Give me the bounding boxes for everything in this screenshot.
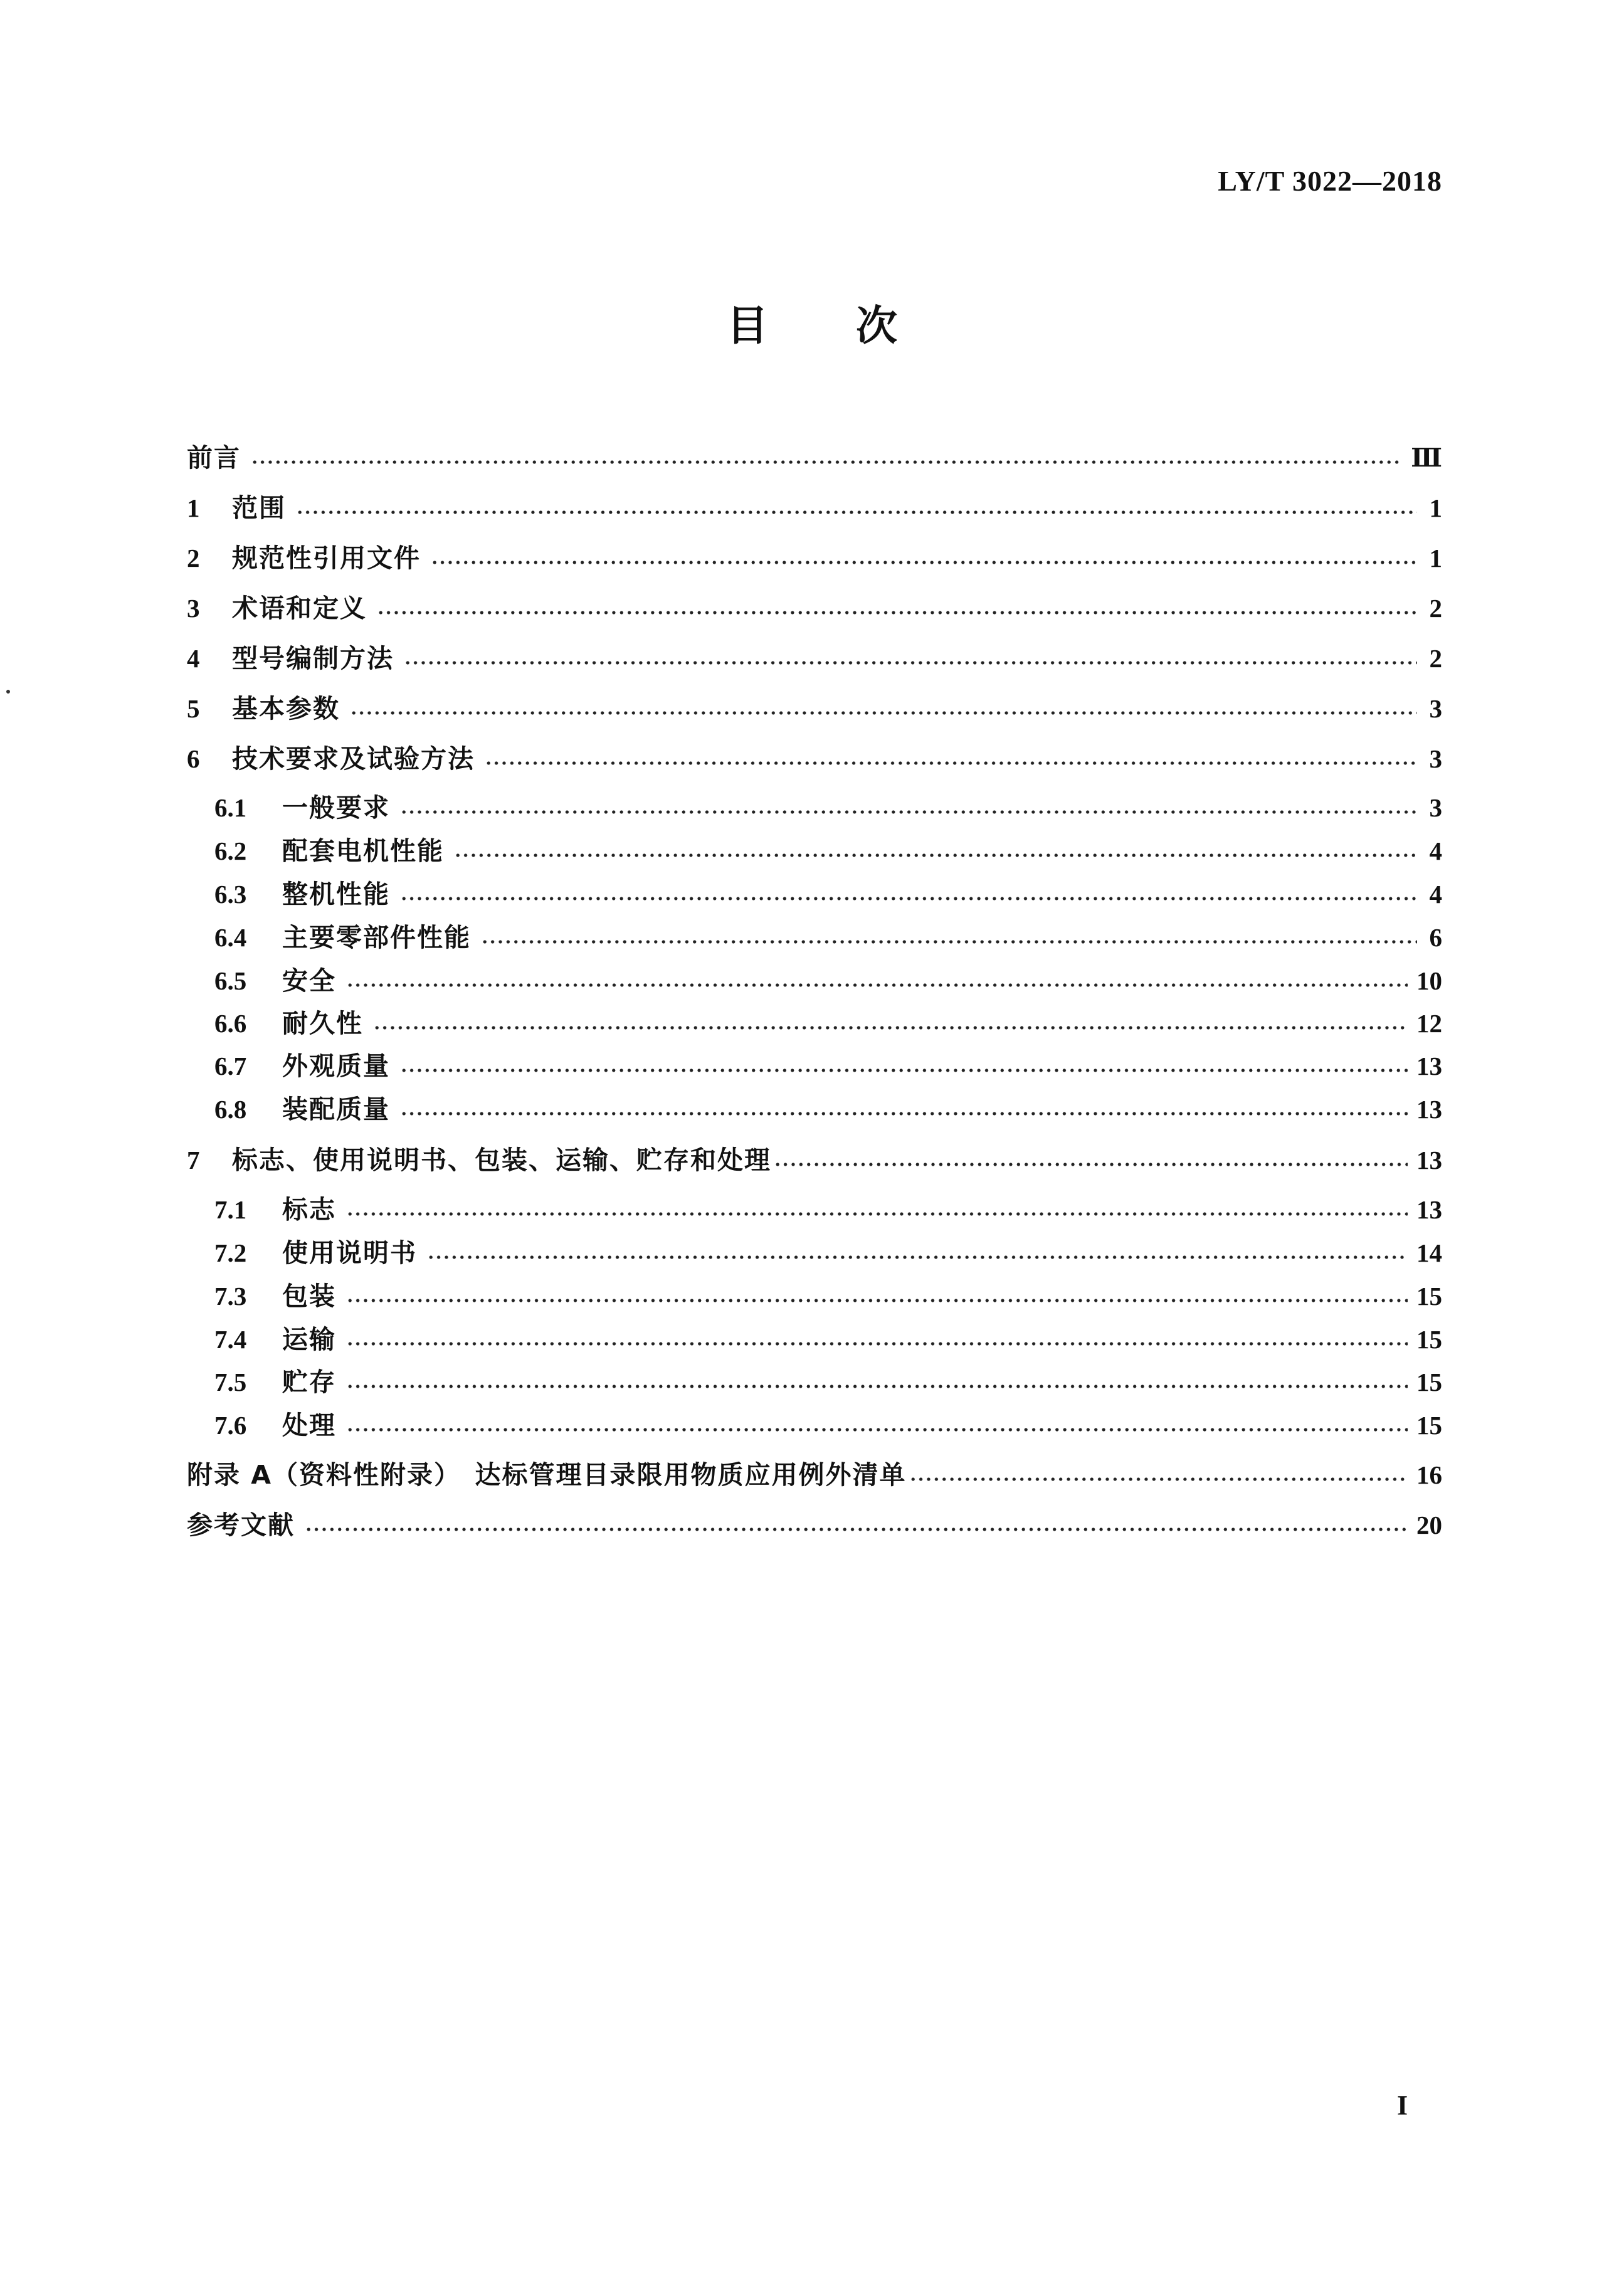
toc-number: 7.1	[214, 1195, 247, 1224]
toc-number: 7.3	[214, 1282, 247, 1311]
toc-number: 2	[187, 544, 200, 573]
toc-label: 术语和定义	[232, 593, 367, 623]
dot-leader	[346, 1428, 1408, 1432]
toc-entry-7[interactable]	[187, 1141, 1442, 1179]
toc-entry-6-2[interactable]	[214, 832, 1442, 870]
toc-label: 安全	[282, 966, 336, 996]
toc-number: 5	[187, 694, 200, 723]
toc-number: 7.6	[214, 1411, 247, 1440]
toc-page: 15	[1416, 1368, 1442, 1396]
toc-label: 参考文献	[187, 1510, 295, 1540]
toc-page: 1	[1429, 544, 1442, 573]
toc-page: 4	[1429, 880, 1442, 909]
toc-label: 基本参数	[232, 694, 340, 724]
toc-entry-references[interactable]	[187, 1506, 1442, 1544]
toc-entry-6-1[interactable]	[214, 789, 1442, 826]
toc-label: 规范性引用文件	[232, 543, 421, 573]
dot-leader	[774, 1163, 1408, 1166]
toc-entry-6-6[interactable]	[214, 1005, 1442, 1042]
dot-leader	[404, 661, 1417, 665]
toc-entry-7-6[interactable]	[214, 1407, 1442, 1444]
toc-page: 20	[1416, 1511, 1442, 1539]
toc-label: 主要零部件性能	[282, 922, 471, 953]
toc-label: 一般要求	[282, 793, 390, 823]
toc-number: 6.4	[214, 923, 247, 952]
toc-label: 耐久性	[282, 1008, 363, 1038]
title-char-2: 次	[856, 302, 897, 350]
dot-leader	[909, 1477, 1408, 1481]
toc-number: 7	[187, 1146, 200, 1174]
dot-leader	[481, 940, 1417, 944]
dot-leader	[377, 611, 1417, 615]
dot-leader	[346, 1299, 1408, 1302]
toc-page: 15	[1416, 1325, 1442, 1354]
standard-code: LY/T 3022—2018	[1218, 165, 1442, 197]
title-char-1: 目	[727, 302, 768, 350]
toc-number: 6.2	[214, 837, 247, 865]
toc-entry-foreword[interactable]	[187, 439, 1442, 477]
toc-label: 范围	[232, 493, 286, 523]
toc-label: 技术要求及试验方法	[232, 744, 475, 774]
toc-label: 配套电机性能	[282, 836, 444, 866]
toc-label: 标志、使用说明书、包装、运输、贮存和处理	[232, 1145, 771, 1175]
toc-entry-5[interactable]	[187, 690, 1442, 727]
dot-leader	[400, 1069, 1408, 1072]
toc-number: 6.8	[214, 1095, 247, 1124]
toc-entry-4[interactable]	[187, 640, 1442, 677]
toc-label: 标志	[282, 1195, 336, 1225]
toc-number: 6.6	[214, 1009, 247, 1038]
toc-entry-7-1[interactable]	[214, 1191, 1442, 1228]
dot-leader	[305, 1528, 1408, 1531]
toc-label: 运输	[282, 1324, 336, 1354]
toc-label: 使用说明书	[282, 1238, 417, 1268]
toc-entry-6-8[interactable]	[214, 1090, 1442, 1128]
toc-label: 处理	[282, 1410, 336, 1440]
toc-label: 贮存	[282, 1367, 336, 1397]
toc-page: 3	[1429, 694, 1442, 723]
toc-page: 16	[1416, 1460, 1442, 1489]
toc-number: 6	[187, 744, 200, 773]
toc-number: 4	[187, 644, 200, 673]
toc-page: 13	[1416, 1146, 1442, 1174]
toc-number: 7.2	[214, 1238, 247, 1267]
toc-number: 6.1	[214, 793, 247, 822]
toc-entry-6-4[interactable]	[214, 919, 1442, 956]
toc-page: 13	[1416, 1052, 1442, 1080]
toc-page: 10	[1416, 966, 1442, 995]
dot-leader	[400, 1112, 1408, 1116]
toc-entry-7-5[interactable]	[214, 1363, 1442, 1401]
toc-number: 3	[187, 594, 200, 623]
toc-number: 7.4	[214, 1325, 247, 1354]
toc-label: 型号编制方法	[232, 643, 394, 673]
page-number: I	[1397, 2090, 1408, 2121]
dot-leader	[400, 810, 1417, 814]
dot-leader	[296, 510, 1417, 514]
toc-page: 14	[1416, 1238, 1442, 1267]
toc-label: 附录 A（资料性附录） 达标管理目录限用物质应用例外清单	[187, 1460, 907, 1490]
toc-entry-7-3[interactable]	[214, 1277, 1442, 1315]
page-title	[0, 301, 1624, 351]
toc-entry-6-5[interactable]	[214, 962, 1442, 1000]
toc-number: 6.3	[214, 880, 247, 909]
toc-entry-annex-a[interactable]	[187, 1456, 1442, 1494]
toc-page: Ⅲ	[1411, 443, 1442, 472]
dot-leader	[427, 1255, 1408, 1259]
dot-leader	[346, 983, 1408, 987]
toc-entry-6-7[interactable]	[214, 1047, 1442, 1085]
dot-leader	[400, 897, 1417, 900]
toc-page: 13	[1416, 1195, 1442, 1224]
toc-entry-3[interactable]	[187, 589, 1442, 627]
toc-entry-7-2[interactable]	[214, 1234, 1442, 1272]
toc-label: 整机性能	[282, 879, 390, 909]
toc-entry-2[interactable]	[187, 539, 1442, 577]
dot-leader	[373, 1026, 1408, 1030]
toc-page: 3	[1429, 744, 1442, 773]
toc-label: 外观质量	[282, 1051, 390, 1081]
toc-number: 6.5	[214, 966, 247, 995]
toc-page: 2	[1429, 594, 1442, 623]
toc-page: 15	[1416, 1411, 1442, 1440]
dot-leader	[485, 761, 1417, 765]
toc-page: 13	[1416, 1095, 1442, 1124]
toc-entry-6-3[interactable]	[214, 875, 1442, 913]
dot-leader	[431, 561, 1417, 564]
dot-leader	[346, 1212, 1408, 1216]
toc-label: 包装	[282, 1281, 336, 1311]
toc-entry-1[interactable]	[187, 489, 1442, 527]
toc-page: 2	[1429, 644, 1442, 673]
dot-leader	[346, 1385, 1408, 1388]
toc-entry-6[interactable]	[187, 740, 1442, 778]
toc-number: 6.7	[214, 1052, 247, 1080]
toc-label: 装配质量	[282, 1094, 390, 1124]
toc-page: 4	[1429, 837, 1442, 865]
toc-label: 前言	[187, 443, 241, 473]
toc-entry-7-4[interactable]	[214, 1321, 1442, 1358]
dot-leader	[346, 1342, 1408, 1346]
dot-leader	[454, 853, 1417, 857]
toc-number: 1	[187, 493, 200, 522]
toc-page: 6	[1429, 923, 1442, 952]
toc-page: 3	[1429, 793, 1442, 822]
dot-leader	[251, 460, 1402, 464]
toc-page: 1	[1429, 493, 1442, 522]
toc-number: 7.5	[214, 1368, 247, 1396]
dot-leader	[350, 711, 1417, 715]
toc-page: 12	[1416, 1009, 1442, 1038]
toc-page: 15	[1416, 1282, 1442, 1311]
scan-speck	[6, 690, 10, 694]
